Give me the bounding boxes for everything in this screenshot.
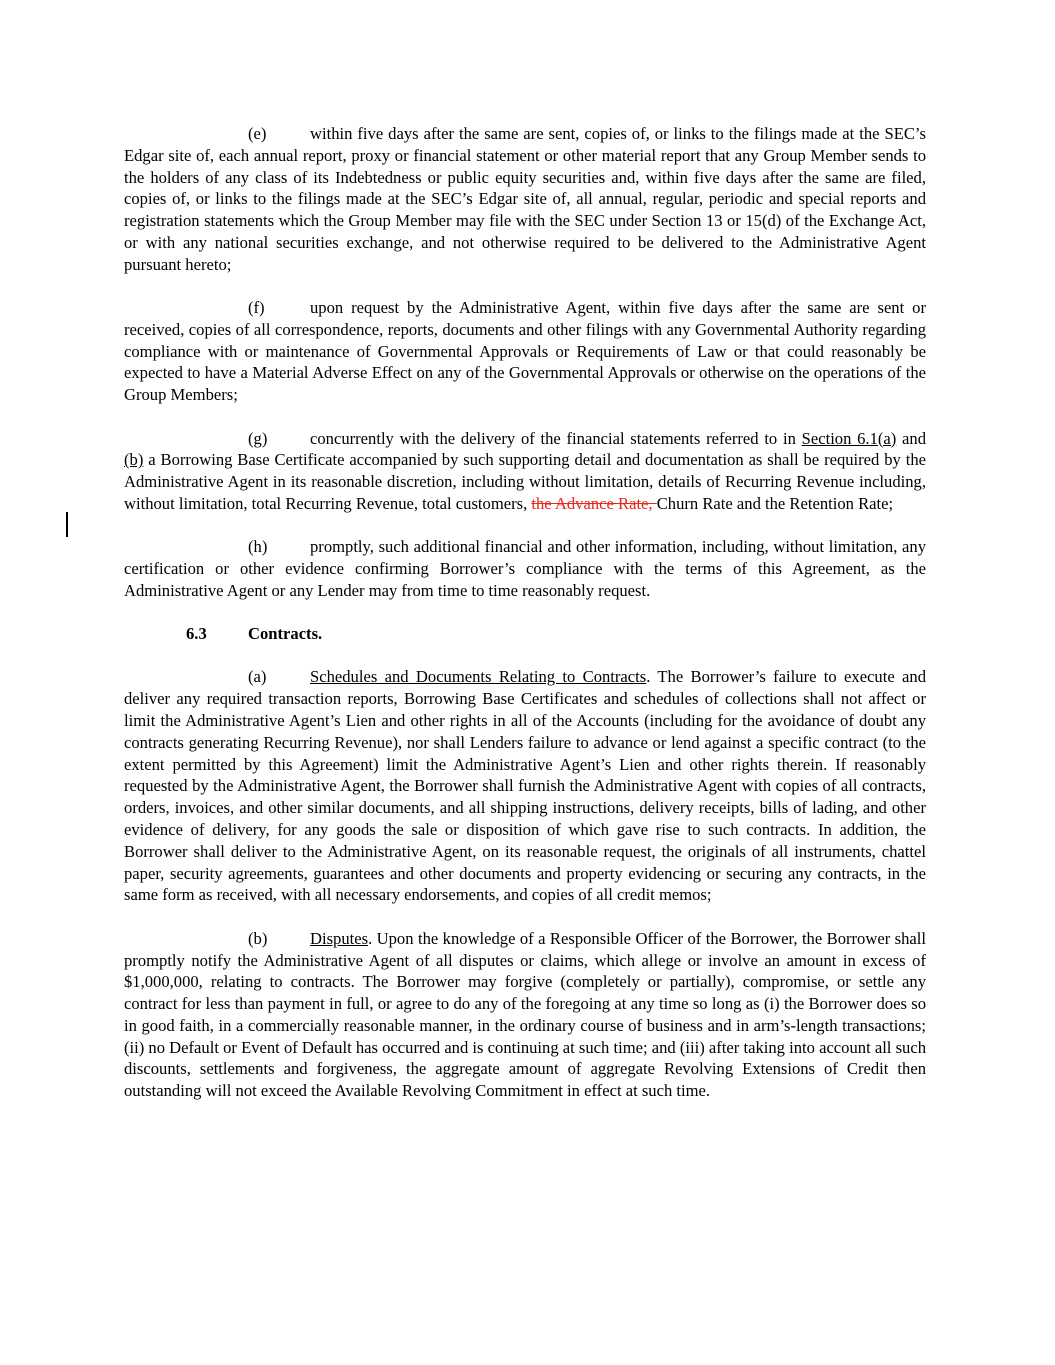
paragraph-g-text-2: and — [896, 428, 926, 448]
deleted-text-advance-rate: the Advance Rate, — [531, 493, 657, 513]
paragraph-h-text: promptly, such additional financial and other information, including, without limitation, any certification or other evidence confirming Borrower’s compliance with the terms of this Agreement, as the Administrative Agent or any Lender may from time to time reasonably request. — [124, 537, 926, 600]
paragraph-e — [124, 123, 926, 276]
section-b-reference: (b) — [124, 450, 144, 470]
paragraph-e-label: (e) — [248, 124, 267, 143]
section-6-3-number: 6.3 — [186, 624, 207, 644]
section-6-1a-reference: Section 6.1(a) — [801, 428, 897, 448]
paragraph-h-label: (h) — [248, 537, 268, 557]
document-page — [124, 123, 926, 1124]
paragraph-g-text-1: concurrently with the delivery of the financial statements referred to in — [310, 428, 802, 448]
revision-change-bar — [66, 512, 68, 537]
paragraph-6-3b-label: (b) — [248, 928, 268, 948]
paragraph-f — [124, 297, 926, 406]
paragraph-g — [124, 428, 926, 515]
paragraph-6-3a-caption: Schedules and Documents Relating to Contracts — [310, 667, 647, 687]
paragraph-6-3a-label: (a) — [248, 667, 267, 687]
paragraph-6-3a — [124, 666, 926, 906]
paragraph-6-3b-caption: Disputes — [310, 928, 369, 948]
paragraph-g-text-3: a Borrowing Base Certificate accompanied by such supporting detail and documentation as shall be required by the Administrative Agent in its reasonable discretion, including without limitation, details of Recurring Revenue including, without limitation, total Recurring Revenue, total customers, — [124, 450, 926, 513]
section-6-3-title: Contracts. — [248, 624, 323, 644]
paragraph-6-3b-text: . Upon the knowledge of a Responsible Officer of the Borrower, the Borrower shall promptly notify the Administrative Agent of all disputes or claims, which allege or involve an amount in excess of $1,000,000, relating to contracts. The Borrower may forgive (completely or partially), compromise, or settle any contract for less than payment in full, or agree to do any of the foregoing at any time so long as (i) the Borrower does so in good faith, in a commercially reasonable manner, in the ordinary course of business and in arm’s-length transactions; (ii) no Default or Event of Default has occurred and is continuing at such time; and (iii) after taking into account all such discounts, settlements and forgiveness, the aggregate amount of aggregate Revolving Extensions of Credit then outstanding will not exceed the Available Revolving Commitment in effect at such time. — [124, 928, 926, 1101]
paragraph-f-label: (f) — [248, 298, 265, 318]
section-6-3-heading — [186, 623, 926, 645]
paragraph-6-3b — [124, 928, 926, 1102]
paragraph-f-text: upon request by the Administrative Agent, within five days after the same are sent or received, copies of all correspondence, reports, documents and other filings with any Governmental Authority regarding compliance with or maintenance of Governmental Approvals or Requirements of Law or that could reasonably be expected to have a Material Adverse Effect on any of the Governmental Approvals or otherwise on the operations of the Group Members; — [124, 298, 926, 405]
paragraph-g-text-4: Churn Rate and the Retention Rate; — [656, 493, 894, 513]
paragraph-e-text: within five days after the same are sent, copies of, or links to the filings made at the SEC’s Edgar site of, each annual report, proxy or financial statement or other material report that any Group Member sends to the holders of any class of its Indebtedness or public equity securities and, within five days after the same are filed, copies of, or links to the filings made at the SEC’s Edgar site of, all annual, regular, periodic and special reports and registration statements which the Group Member may file with the SEC under Section 13 or 15(d) of the Exchange Act, or with any national securities exchange, and not otherwise required to be delivered to the Administrative Agent pursuant hereto; — [124, 124, 926, 274]
paragraph-h — [124, 536, 926, 601]
paragraph-g-label: (g) — [248, 428, 268, 448]
paragraph-6-3a-text: . The Borrower’s failure to execute and deliver any required transaction reports, Borrowing Base Certificates and schedules of collections shall not affect or limit the Administrative Agent’s Lien and other rights in all of the Accounts (including for the avoidance of doubt any contracts generating Recurring Revenue), nor shall Lenders failure to advance or lend against a specific contract (to the extent permitted by this Agreement) limit the Administrative Agent’s Lien and other rights therein. If reasonably requested by the Administrative Agent, the Borrower shall furnish the Administrative Agent with copies of all contracts, orders, invoices, and other similar documents, and all shipping instructions, delivery receipts, bills of lading, and other evidence of delivery, for any goods the sale or disposition of which gave rise to such contracts. In addition, the Borrower shall deliver to the Administrative Agent, on its reasonable request, the originals of all instruments, chattel paper, security agreements, guarantees and other documents and property evidencing or securing any contracts, in the same form as received, with all necessary endorsements, and copies of all credit memos; — [124, 667, 926, 905]
